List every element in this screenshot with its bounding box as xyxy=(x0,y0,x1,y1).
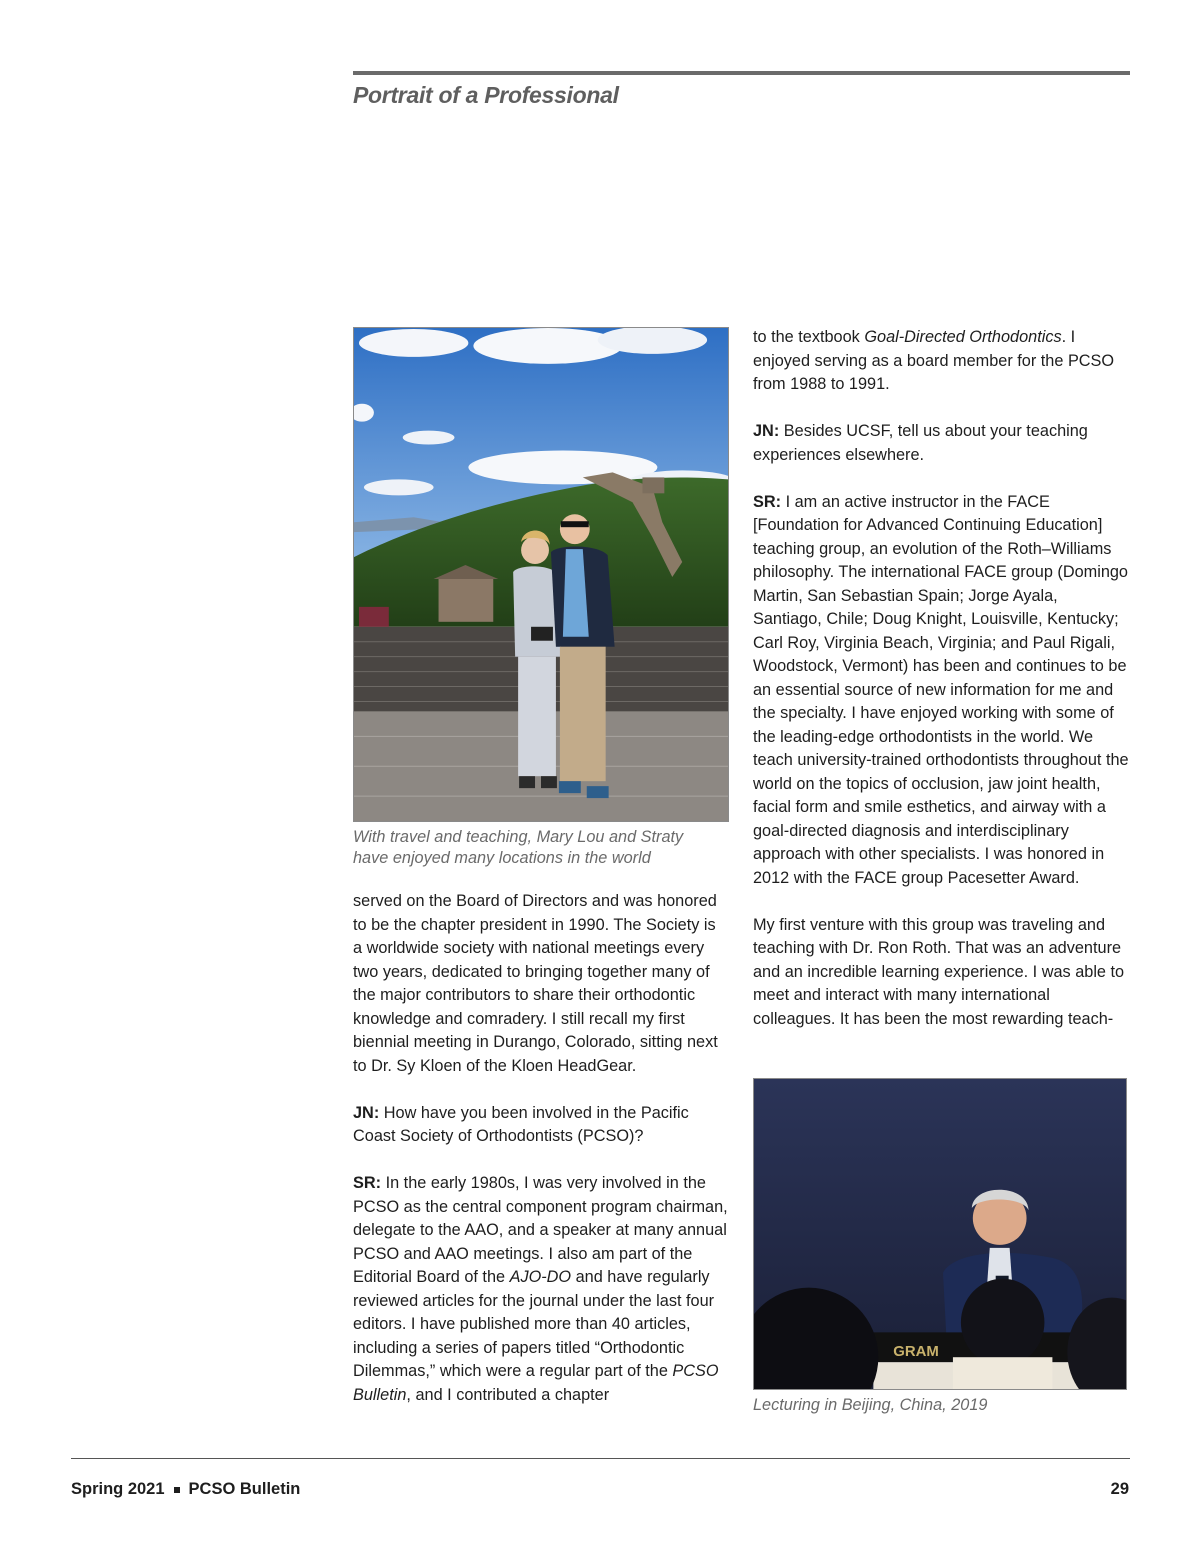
speaker-label: JN: xyxy=(353,1103,380,1122)
photo-2-caption: Lecturing in Beijing, China, 2019 xyxy=(753,1396,988,1414)
caption-line-2: have enjoyed many locations in the world xyxy=(353,849,651,867)
section-title: Portrait of a Professional xyxy=(353,82,619,108)
photo-1-caption xyxy=(353,827,729,869)
lecture-photo xyxy=(753,1078,1127,1390)
header-rule xyxy=(353,71,1130,75)
answer-text: I am an active instructor in the FACE [Foundation for Advanced Continuing Education] teaching group, an evolution of the Roth–Williams philosophy. The international FACE group (Domingo Martin, San Sebastian Spain; Jorge Ayala, Santiago, Chile; Doug Knight, Louisville, Kentucky; Carl Roy, Virginia Beach, Virginia; and Paul Rigali, Woodstock, Vermont) has been and continues to be an essential source of new information for me and the specialty. I have enjoyed working with some of the leading-edge orthodontists in the world. We teach university-trained orthodontists throughout the world on the topics of occlusion, jaw joint health, facial form and smile esthetics, and airway with a goal-directed diagnosis and interdisciplinary approach with other specialists. I was honored in 2012 with the FACE group Pacesetter Award. xyxy=(753,492,1129,887)
footer-issue: Spring 2021 xyxy=(71,1480,165,1498)
answer-paragraph xyxy=(353,1172,729,1407)
footer-title: PCSO Bulletin xyxy=(188,1480,301,1498)
speaker-label: SR: xyxy=(353,1174,382,1192)
paragraph-text: . I enjoyed serving as a board member for the PCSO from 1988 to 1991. xyxy=(753,328,1115,393)
bulletin-title: PCSO Bulletin xyxy=(353,1362,719,1404)
paragraph-text: to the textbook xyxy=(753,328,865,346)
question-paragraph xyxy=(353,1102,729,1149)
footer-separator-icon xyxy=(174,1487,180,1493)
page-number: 29 xyxy=(1110,1480,1129,1498)
paragraph: My first venture with this group was traveling and teaching with Dr. Ron Roth. That was an adventure and an incredible learning experience. I was able to meet and interact with many international colleagues. It has been the most rewarding teach- xyxy=(753,915,1125,1028)
question-text: Besides UCSF, tell us about your teaching experiences elsewhere. xyxy=(753,422,1088,464)
book-title: Goal-Directed Orthodontics xyxy=(864,328,1062,346)
journal-title: AJO-DO xyxy=(509,1268,572,1286)
answer-paragraph xyxy=(753,491,1130,891)
footer-publication xyxy=(71,1480,300,1499)
speaker-label: SR: xyxy=(753,492,782,511)
answer-text: In the early 1980s, I was very involved in the PCSO as the central component program chairman, delegate to the AAO, and a speaker at many annual PCSO and AAO meetings. I also am part of the Editorial Board of the xyxy=(353,1174,728,1286)
speaker-label: JN: xyxy=(753,422,780,440)
caption-line-1: With travel and teaching, Mary Lou and Straty xyxy=(353,828,684,846)
right-column xyxy=(753,326,1130,1031)
paragraph xyxy=(753,326,1130,397)
great-wall-photo xyxy=(353,327,729,822)
question-paragraph xyxy=(753,420,1130,467)
answer-text: and have regularly reviewed articles for the journal under the last four editors. I have published more than 40 articles, including a series of papers titled “Orthodontic Dilemmas,” which were a regular part of the xyxy=(353,1268,715,1380)
banner-text: GRAM xyxy=(893,1344,939,1361)
question-text: How have you been involved in the Pacific Coast Society of Orthodontists (PCSO)? xyxy=(353,1103,689,1145)
answer-text: , and I contributed a chapter xyxy=(406,1385,610,1404)
paragraph: served on the Board of Directors and was honored to be the chapter president in 1990. The Society is a worldwide society with national meetings every two years, dedicated to bringing together many of the major contributors to share their orthodontic knowledge and comradery. I still recall my first biennial meeting in Durango, Colorado, sitting next to Dr. Sy Kloen of the Kloen HeadGear. xyxy=(353,892,718,1075)
left-column xyxy=(353,890,729,1407)
footer-rule xyxy=(71,1458,1130,1459)
